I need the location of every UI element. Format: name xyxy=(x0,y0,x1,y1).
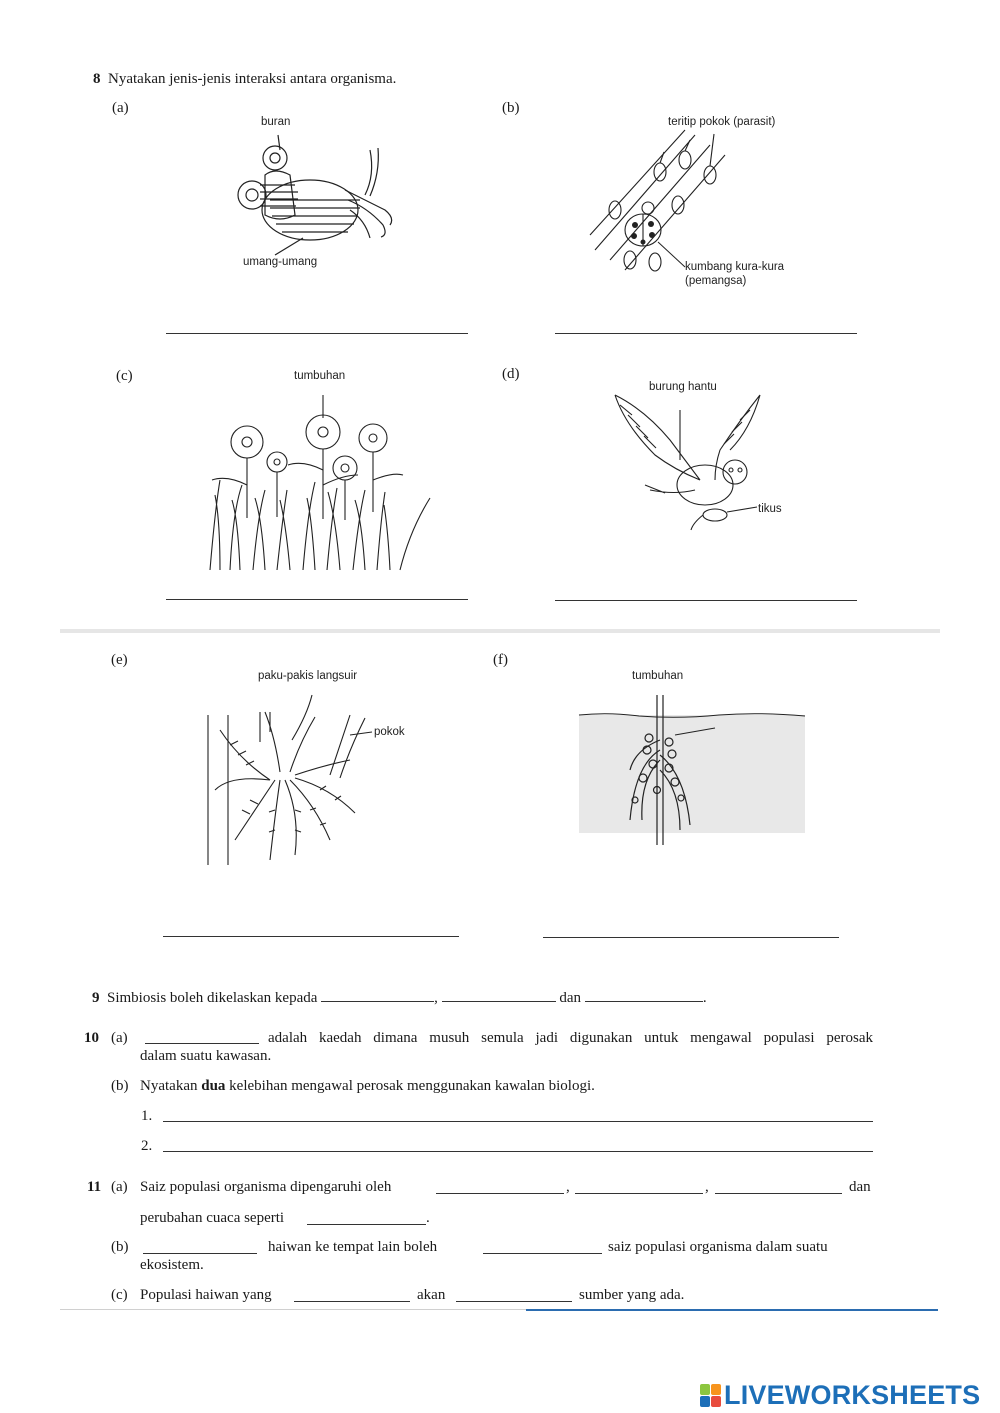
illustration-flowers-grass xyxy=(205,390,435,575)
q10a-blank[interactable] xyxy=(145,1030,259,1044)
q9-number: 9 xyxy=(92,990,100,1006)
q10b-item-2: 2. xyxy=(141,1138,153,1154)
illustration-fern-tree xyxy=(200,690,375,870)
q11a-blank-1[interactable] xyxy=(436,1180,564,1194)
caption-kumbang-kura-kura: kumbang kura-kura xyxy=(685,261,785,273)
illustration-owl-mouse xyxy=(610,390,770,535)
q10b-text xyxy=(140,1077,595,1095)
illustration-root-nodules xyxy=(577,690,807,850)
q11a-text2: perubahan cuaca seperti xyxy=(140,1210,285,1226)
part-a-label: (a) xyxy=(112,100,129,116)
answer-line-a[interactable] xyxy=(166,333,468,334)
caption-paku-pakis-langsuir: paku-pakis langsuir xyxy=(258,670,358,682)
caption-burung-hantu: burung hantu xyxy=(649,381,717,393)
caption-teritip-pokok: teritip pokok (parasit) xyxy=(668,116,776,128)
caption-pemangsa: (pemangsa) xyxy=(685,275,747,287)
q10b-text-pre: Nyatakan xyxy=(140,1078,198,1094)
liveworksheets-brand xyxy=(700,1380,980,1411)
answer-line-d[interactable] xyxy=(555,600,857,601)
q10a-text1: adalah kaedah dimana musuh semula jadi digunakan untuk mengawal populasi perosak xyxy=(268,1030,873,1046)
answer-line-e[interactable] xyxy=(163,936,459,937)
caption-pokok: pokok xyxy=(374,726,405,738)
q9-text: Simbiosis boleh dikelaskan kepada xyxy=(107,990,318,1006)
q10b-answer-line-1[interactable] xyxy=(163,1121,873,1122)
q9-blank-1[interactable] xyxy=(321,988,434,1002)
q10-number: 10 xyxy=(84,1030,99,1046)
q11a-connector: dan xyxy=(849,1179,871,1195)
bottom-rule-left xyxy=(60,1309,526,1310)
q10a-label: (a) xyxy=(111,1030,128,1046)
q11b-blank-2[interactable] xyxy=(483,1240,602,1254)
caption-tumbuhan-f: tumbuhan xyxy=(632,670,684,682)
q11a-sep-1: , xyxy=(566,1179,570,1195)
logo-square-3 xyxy=(700,1396,710,1407)
part-f-label: (f) xyxy=(493,652,508,668)
q11b-blank-1[interactable] xyxy=(143,1240,257,1254)
q11a-blank-4[interactable] xyxy=(307,1211,426,1225)
q11a-sep-2: , xyxy=(705,1179,709,1195)
q9-end: . xyxy=(702,990,707,1006)
illustration-anemone-hermit-crab xyxy=(230,130,410,260)
q9-blank-3[interactable] xyxy=(585,988,703,1002)
bottom-rule-right xyxy=(526,1309,938,1311)
q8-heading xyxy=(93,70,396,88)
part-d-label: (d) xyxy=(502,366,520,382)
q10b-text-bold: dua xyxy=(201,1078,226,1094)
illustration-scale-insects-ladybird xyxy=(590,130,730,280)
caption-umang-umang: umang-umang xyxy=(243,256,318,268)
part-b-label: (b) xyxy=(502,100,520,116)
part-c-label: (c) xyxy=(116,368,133,384)
caption-tikus: tikus xyxy=(758,503,782,515)
q8-number: 8 xyxy=(93,71,101,87)
logo-square-2 xyxy=(711,1384,721,1395)
page-separator-top xyxy=(60,629,940,633)
q11b-text1: haiwan ke tempat lain boleh xyxy=(268,1239,438,1255)
q10b-text-post: kelebihan mengawal perosak menggunakan kawalan biologi. xyxy=(229,1078,595,1094)
q11a-label: (a) xyxy=(111,1179,128,1195)
q11c-text2: akan xyxy=(417,1287,446,1303)
q9-line xyxy=(92,988,707,1007)
q11b-text3: ekosistem. xyxy=(140,1257,204,1273)
part-e-label: (e) xyxy=(111,652,128,668)
liveworksheets-logo-icon xyxy=(700,1384,722,1408)
brand-text: LIVEWORKSHEETS xyxy=(724,1380,981,1410)
answer-line-b[interactable] xyxy=(555,333,857,334)
answer-line-c[interactable] xyxy=(166,599,468,600)
answer-line-f[interactable] xyxy=(543,937,839,938)
q11c-blank-2[interactable] xyxy=(456,1288,572,1302)
q11b-text2: saiz populasi organisma dalam suatu xyxy=(608,1239,828,1255)
q9-connector: dan xyxy=(559,990,582,1006)
q11c-label: (c) xyxy=(111,1287,128,1303)
q10b-answer-line-2[interactable] xyxy=(163,1151,873,1152)
q9-blank-2[interactable] xyxy=(442,988,556,1002)
logo-square-1 xyxy=(700,1384,710,1395)
caption-tumbuhan-c: tumbuhan xyxy=(294,370,346,382)
q11c-text1: Populasi haiwan yang xyxy=(140,1287,272,1303)
caption-buran: buran xyxy=(261,116,291,128)
q11a-blank-2[interactable] xyxy=(575,1180,703,1194)
q11-number: 11 xyxy=(87,1179,102,1195)
q11c-text3: sumber yang ada. xyxy=(579,1287,685,1303)
q11a-text1: Saiz populasi organisma dipengaruhi oleh xyxy=(140,1179,392,1195)
logo-square-4 xyxy=(711,1396,721,1407)
q11c-blank-1[interactable] xyxy=(294,1288,410,1302)
q10b-item-1: 1. xyxy=(141,1108,153,1124)
q11a-blank-3[interactable] xyxy=(715,1180,842,1194)
q9-sep: , xyxy=(434,990,438,1006)
q10a-text2: dalam suatu kawasan. xyxy=(140,1048,272,1064)
q10b-label: (b) xyxy=(111,1078,129,1094)
q8-prompt: Nyatakan jenis-jenis interaksi antara organisma. xyxy=(108,71,397,87)
q11a-end: . xyxy=(426,1210,430,1226)
q11b-label: (b) xyxy=(111,1239,129,1255)
